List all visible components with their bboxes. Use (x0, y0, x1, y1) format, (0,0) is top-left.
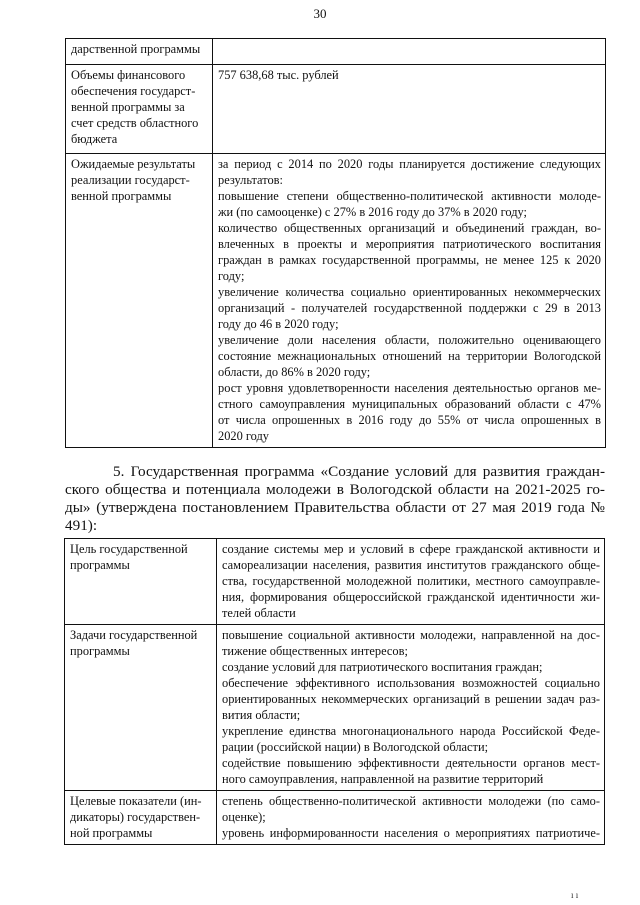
row-value: за период с 2014 по 2020 годы планируется достижение следующих результатов: повышение степени общественно-политической активности молоде- жи (по самооценке) с 27% в 2016 году до 37% в 2020 году; количество общественных организаций и объединений граждан, во- влеченных в проекты и мероприятия патриотического воспитания граждан в рамках государственной программы, не менее 125 к 2020 году; увеличение количества социально ориентированных некоммерческих организаций - получателей государственной поддержки с 29 в 2013 году до 46 в 2020 году; увеличение доли населения области, положительно оценивающего состояние межнациональных отношений на территории Вологодской области, до 86% в 2020 году; рост уровня удовлетворенности населения деятельностью органов ме- стного самоуправления муниципальных образований области с 47% от числа опрошенных в 2016 году до 55% от числа опрошенных в 2020 году (213, 154, 606, 448)
row-label: Задачи государственной программы (65, 625, 217, 791)
row-value: 757 638,68 тыс. рублей (213, 65, 606, 154)
table-row (66, 39, 606, 65)
row-label: Объемы финансового обеспечения государст- венной программы за счет средств областного бюджета (66, 65, 213, 154)
table-row (65, 791, 605, 845)
table-row (65, 539, 605, 625)
footer-marks: ı ı (571, 890, 579, 900)
table-row (66, 154, 606, 448)
row-value: повышение социальной активности молодежи, направленной на дос- тижение общественных интересов; создание условий для патриотического воспитания граждан; обеспечение эффективного использования возможностей социально ориентированных некоммерческих организаций в решении задач раз- вития области; укрепление единства многонационального народа Российской Феде- рации (российской нации) в Вологодской области; содействие повышению эффективности деятельности органов мест- ного самоуправления, направленной на развитие территорий (217, 625, 605, 791)
program-table-4 (65, 38, 606, 448)
program-table-5 (64, 538, 605, 845)
table-row (65, 625, 605, 791)
page-number: 30 (313, 6, 327, 21)
row-value: создание системы мер и условий в сфере гражданской активности и самореализации населения, развития институтов гражданского обще- ства, государственной молодежной политики, местного самоуправле- ния, формирования общероссийской гражданской идентичности жи- телей области (217, 539, 605, 625)
row-value (213, 39, 606, 65)
row-label: Целевые показатели (ин- дикаторы) государствен- ной программы (65, 791, 217, 845)
row-label: Цель государственной программы (65, 539, 217, 625)
row-label: Ожидаемые результаты реализации государст- венной программы (66, 154, 213, 448)
section-heading: 5. Государственная программа «Создание условий для развития граждан- ского общества и потенциала молодежи в Вологодской области на 2021-2025 го- ды» (утверждена постановлением Правительства области от 27 мая 2019 года № 491): (65, 463, 605, 534)
row-label: дарственной программы (66, 39, 213, 65)
table-row (66, 65, 606, 154)
row-value: степень общественно-политической активности молодежи (по само- оценке); уровень информированности населения о мероприятиях патриотиче- (217, 791, 605, 845)
